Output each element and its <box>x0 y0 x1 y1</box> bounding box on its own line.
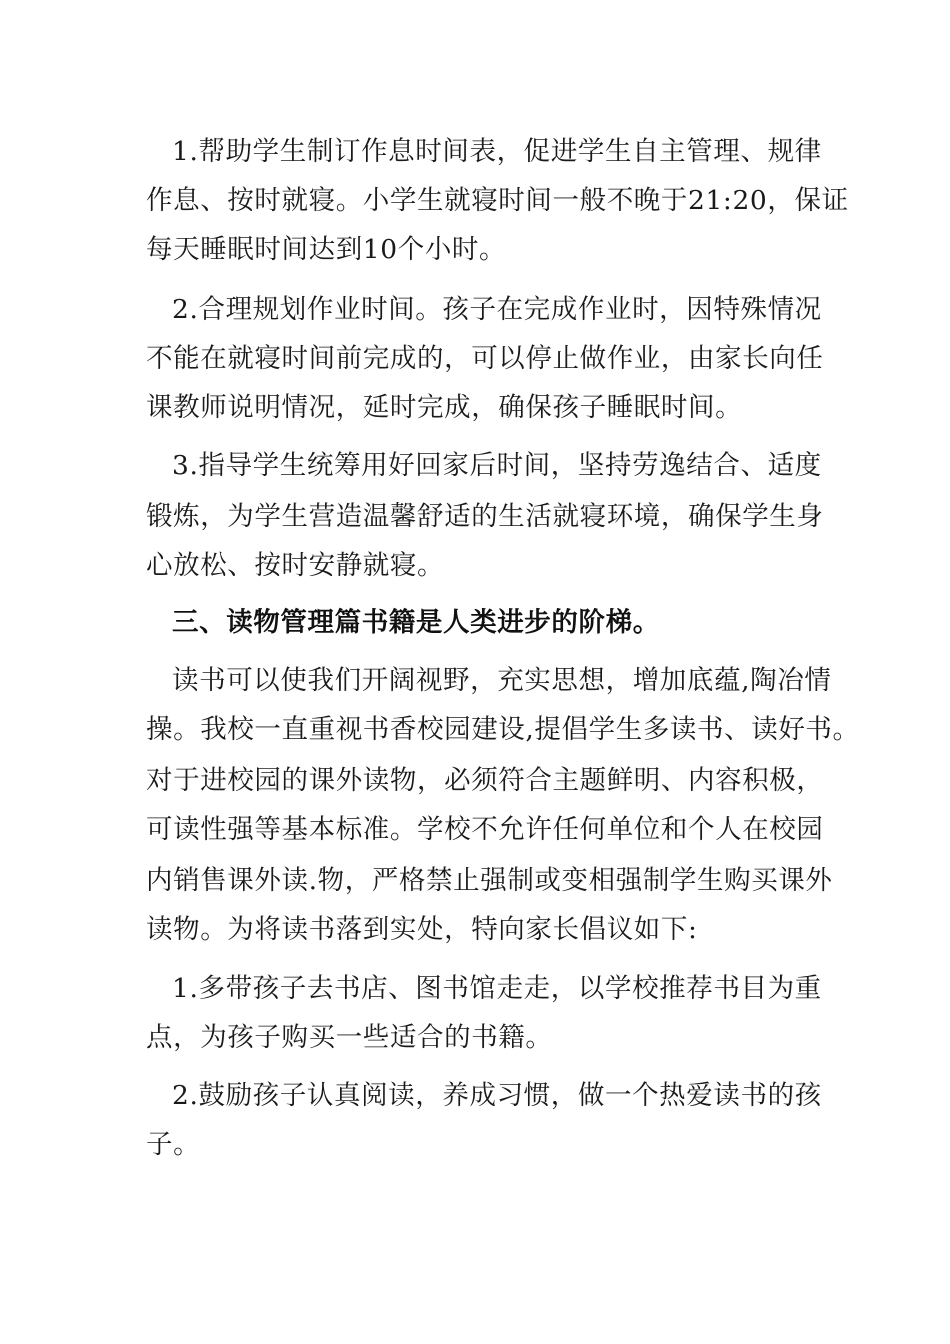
paragraph-4-line-1: 读书可以使我们开阔视野，充实思想，增加底蕴,陶冶情 <box>172 665 832 696</box>
paragraph-2-line-2: 不能在就寝时间前完成的，可以停止做作业，由家长向任 <box>146 343 824 374</box>
paragraph-1-line-1: 1.帮助学生制订作息时间表，促进学生自主管理、规律 <box>172 136 822 167</box>
paragraph-4-line-4: 可读性强等基本标准。学校不允许任何单位和个人在校园 <box>146 814 824 845</box>
paragraph-5-line-2: 点，为孩子购买一些适合的书籍。 <box>146 1022 553 1053</box>
paragraph-5-line-1: 1.多带孩子去书店、图书馆走走，以学校推荐书目为重 <box>172 973 822 1004</box>
paragraph-1-line-2: 作息、按时就寝。小学生就寝时间一般不晚于21:20，保证 <box>146 185 849 216</box>
paragraph-3-line-3: 心放松、按时安静就寝。 <box>146 550 445 581</box>
paragraph-4-line-5: 内销售课外读.物，严格禁止强制或变相强制学生购买课外 <box>146 865 833 896</box>
section-heading: 三、读物管理篇书籍是人类进步的阶梯。 <box>172 607 660 638</box>
paragraph-4-line-6: 读物。为将读书落到实处，特向家长倡议如下: <box>146 914 698 945</box>
paragraph-4-line-2: 操。我校一直重视书香校园建设,提倡学生多读书、读好书。 <box>146 714 860 745</box>
paragraph-3-line-2: 锻炼，为学生营造温馨舒适的生活就寝环境，确保学生身 <box>146 501 824 532</box>
paragraph-4-line-3: 对于进校园的课外读物，必须符合主题鲜明、内容积极， <box>146 765 824 796</box>
paragraph-6-line-1: 2.鼓励孩子认真阅读，养成习惯，做一个热爱读书的孩 <box>172 1080 822 1111</box>
paragraph-6-line-2: 子。 <box>146 1129 201 1160</box>
paragraph-2-line-3: 课教师说明情况，延时完成，确保孩子睡眠时间。 <box>146 392 743 423</box>
paragraph-3-line-1: 3.指导学生统筹用好回家后时间，坚持劳逸结合、适度 <box>172 450 822 481</box>
paragraph-2-line-1: 2.合理规划作业时间。孩子在完成作业时，因特殊情况 <box>172 294 822 325</box>
paragraph-1-line-3: 每天睡眠时间达到10个小时。 <box>146 234 507 265</box>
